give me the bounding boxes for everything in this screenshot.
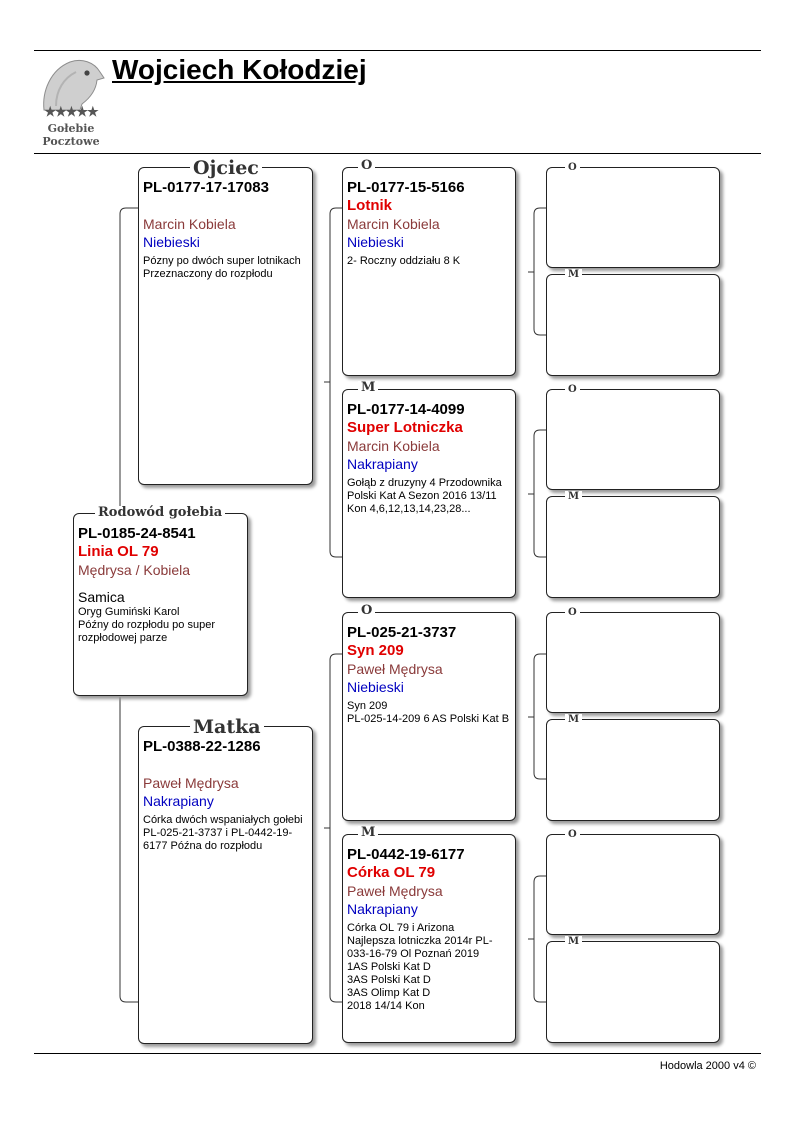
- mmo-card[interactable]: [546, 834, 720, 935]
- mf-card[interactable]: [342, 612, 516, 821]
- mm-owner: Paweł Mędrysa: [347, 883, 443, 899]
- breeder-title: Wojciech Kołodziej: [112, 54, 367, 85]
- ffo-card[interactable]: [546, 167, 720, 268]
- subject-name: Linia OL 79: [78, 543, 159, 560]
- father-ring: PL-0177-17-17083: [143, 179, 269, 196]
- father-card[interactable]: [138, 167, 313, 485]
- ff-color: Niebieski: [347, 234, 404, 250]
- subject-description: Oryg Gumiński Karol Późny do rozpłodu po super rozpłodowej parze: [78, 606, 215, 644]
- fm-color: Nakrapiany: [347, 456, 418, 472]
- mother-description: Córka dwóch wspaniałych gołebi PL-025-21-3737 i PL-0442-19-6177 Późna do rozpłodu: [143, 814, 303, 852]
- subject-ring: PL-0185-24-8541: [78, 525, 196, 542]
- father-description: Pózny po dwóch super lotnikach Przeznaczony do rozpłodu: [143, 255, 301, 280]
- ff-ring: PL-0177-15-5166: [347, 179, 465, 196]
- mmm-label: M: [565, 936, 582, 947]
- logo-line-1: Gołebie: [47, 122, 95, 135]
- mother-color: Nakrapiany: [143, 793, 214, 809]
- mf-ring: PL-025-21-3737: [347, 624, 457, 641]
- fmm-card[interactable]: [546, 496, 720, 598]
- mother-owner: Paweł Mędrysa: [143, 775, 239, 791]
- mf-name: Syn 209: [347, 642, 404, 659]
- ff-name: Lotnik: [347, 197, 392, 214]
- fm-ring: PL-0177-14-4099: [347, 401, 465, 418]
- father-color: Niebieski: [143, 234, 200, 250]
- ffm-label: M: [565, 269, 582, 280]
- mm-ring: PL-0442-19-6177: [347, 846, 465, 863]
- mother-card[interactable]: [138, 726, 313, 1044]
- subject-card[interactable]: [73, 513, 248, 696]
- mfm-label: M: [565, 714, 582, 725]
- mfo-card[interactable]: [546, 612, 720, 713]
- mother-name-placeholder: [143, 756, 307, 774]
- ff-label: O: [358, 159, 375, 173]
- fm-label: M: [358, 381, 378, 395]
- mm-description: Córka OL 79 i Arizona Najlepsza lotniczka 2014r PL-033-16-79 Ol Poznań 2019 1AS Polski Kat D 3AS Polski Kat D 3AS Olimp Kat D 2018 14/14 Kon: [347, 922, 493, 1012]
- ff-owner: Marcin Kobiela: [347, 216, 440, 232]
- mf-owner: Paweł Mędrysa: [347, 661, 443, 677]
- logo-stars: ★★★★★: [44, 105, 98, 120]
- mmo-label: O: [565, 829, 580, 840]
- mm-name: Córka OL 79: [347, 864, 436, 881]
- father-label: Ojciec: [190, 158, 262, 178]
- mm-color: Nakrapiany: [347, 901, 418, 917]
- fm-card[interactable]: [342, 389, 516, 598]
- mother-ring: PL-0388-22-1286: [143, 738, 261, 755]
- fm-name: Super Lotniczka: [347, 419, 463, 436]
- mother-label: Matka: [190, 717, 264, 737]
- mm-label: M: [358, 826, 378, 840]
- mm-card[interactable]: [342, 834, 516, 1043]
- footer-text: Hodowla 2000 v4 ©: [659, 1060, 756, 1072]
- fmo-card[interactable]: [546, 389, 720, 490]
- mfm-card[interactable]: [546, 719, 720, 821]
- pedigree-label: Rodowód gołebia: [95, 506, 225, 520]
- logo-line-2: Pocztowe: [42, 135, 100, 148]
- fmm-label: M: [565, 491, 582, 502]
- father-name-placeholder: [143, 197, 307, 215]
- ff-card[interactable]: [342, 167, 516, 376]
- mf-description: Syn 209 PL-025-14-209 6 AS Polski Kat B: [347, 700, 510, 725]
- mfo-label: O: [565, 607, 580, 618]
- fmo-label: O: [565, 384, 580, 395]
- mf-color: Niebieski: [347, 679, 404, 695]
- subject-sex: Samica: [78, 589, 125, 605]
- father-owner: Marcin Kobiela: [143, 216, 236, 232]
- subject-owner: Mędrysa / Kobiela: [78, 562, 191, 578]
- ff-description: 2- Roczny oddziału 8 K: [347, 255, 461, 267]
- fm-description: Gołąb z druzyny 4 Przodownika Polski Kat A Sezon 2016 13/11 Kon 4,6,12,13,14,23,28...: [347, 477, 502, 515]
- mf-label: O: [358, 604, 375, 618]
- fm-owner: Marcin Kobiela: [347, 438, 440, 454]
- ffm-card[interactable]: [546, 274, 720, 376]
- mmm-card[interactable]: [546, 941, 720, 1043]
- ffo-label: O: [565, 162, 580, 173]
